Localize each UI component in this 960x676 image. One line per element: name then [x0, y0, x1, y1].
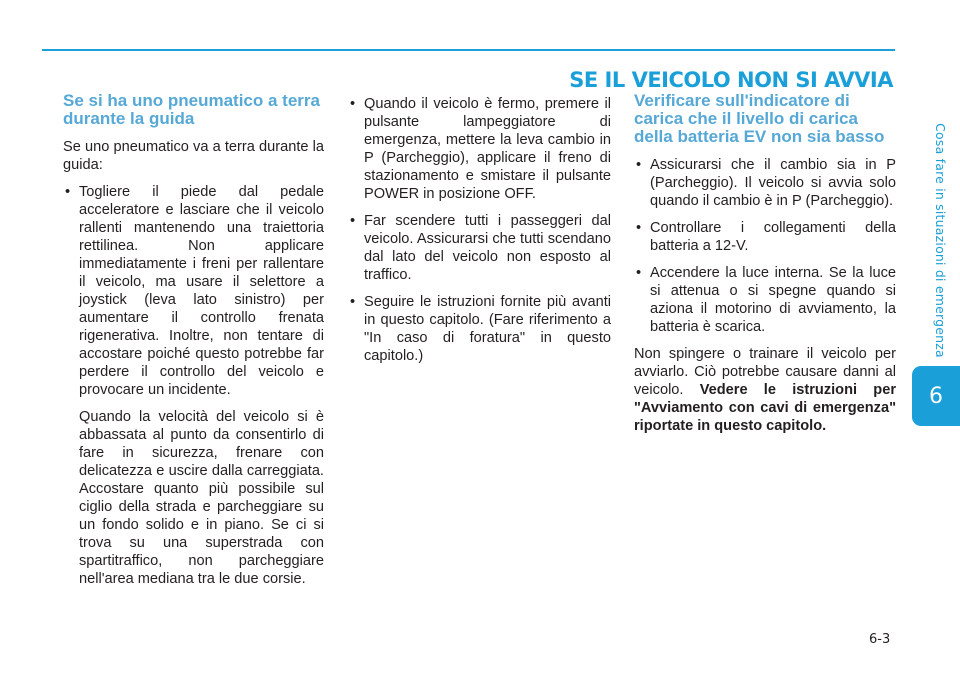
column-battery-check — [634, 92, 896, 444]
flat-tire-bullet-1: Togliere il piede dal pedale acceleratore e lasciare che il veicolo rallenti mantenendo una traiettoria rettilinea. Non applicare immediatamente i freni per rallentare il veicolo, ma usare il selettore a joystick (leva lato sinistro) per aumentare il controllo frenata rigenerativa. Inoltre, non tentare di accostare poiché questo potrebbe far perdere il controllo del veicolo e provocare un incidente. — [79, 184, 324, 398]
battery-check-list — [634, 156, 896, 336]
column-flat-tire-continued — [348, 95, 611, 374]
flat-tire-list — [63, 183, 324, 588]
list-item: • Assicurarsi che il cambio sia in P (Parcheggio). Il veicolo si avvia solo quando il cambio è in P (Parcheggio). — [634, 156, 896, 210]
list-item: • Controllare i collegamenti della batteria a 12-V. — [634, 219, 896, 255]
column-flat-tire — [63, 92, 324, 597]
chapter-side-label — [932, 120, 948, 360]
flat-tire-list-continued — [348, 95, 611, 365]
list-item: • Seguire le istruzioni fornite più avanti in questo capitolo. (Fare riferimento a "In caso di foratura" in questo capitolo.) — [348, 293, 611, 365]
battery-check-paragraph — [634, 345, 896, 435]
battery-check-heading: Verificare sull'indicatore di carica che il livello di carica della batteria EV non sia basso — [634, 91, 885, 146]
list-item: • Far scendere tutti i passeggeri dal veicolo. Assicurarsi che tutti scendano dal lato del veicolo non esposto al traffico. — [348, 212, 611, 284]
list-item — [63, 183, 324, 588]
header-rule — [42, 49, 895, 51]
list-item: • Accendere la luce interna. Se la luce si attenua o si spegne quando si aziona il motorino di avviamento, la batteria è scarica. — [634, 264, 896, 336]
flat-tire-intro: Se uno pneumatico va a terra durante la guida: — [63, 139, 324, 173]
jump-start-reference: Vedere le istruzioni per "Avviamento con cavi di emergenza" riportate in questo capitolo. — [634, 382, 896, 434]
battery-check-paragraph-text: Non spingere o trainare il veicolo per avviarlo. Ciò potrebbe causare danni al veicolo. — [634, 346, 896, 398]
flat-tire-bullet-1-continued: Quando la velocità del veicolo si è abbassata al punto da consentirlo di fare in sicurezza, frenare con delicatezza e uscire dalla carreggiata. Accostare quanto più possibile sul ciglio della strada e parcheggiare su un fondo solido e in piano. Se ci si trova su una superstrada con spartitraffico, non parcheggiare nell'area mediana tra le due corsie. — [79, 409, 324, 587]
chapter-tab[interactable]: 6 — [912, 366, 960, 426]
flat-tire-heading: Se si ha uno pneumatico a terra durante la guida — [63, 91, 320, 128]
page-number: 6-3 — [869, 632, 891, 647]
chapter-side-label-text: Cosa fare in situazioni di emergenza — [932, 122, 948, 358]
section-title: SE IL VEICOLO NON SI AVVIA — [569, 68, 893, 92]
list-item: • Quando il veicolo è fermo, premere il pulsante lampeggiatore di emergenza, mettere la leva cambio in P (Parcheggio), applicare il freno di stazionamento e smistare il pulsante POWER in posizione OFF. — [348, 95, 611, 203]
